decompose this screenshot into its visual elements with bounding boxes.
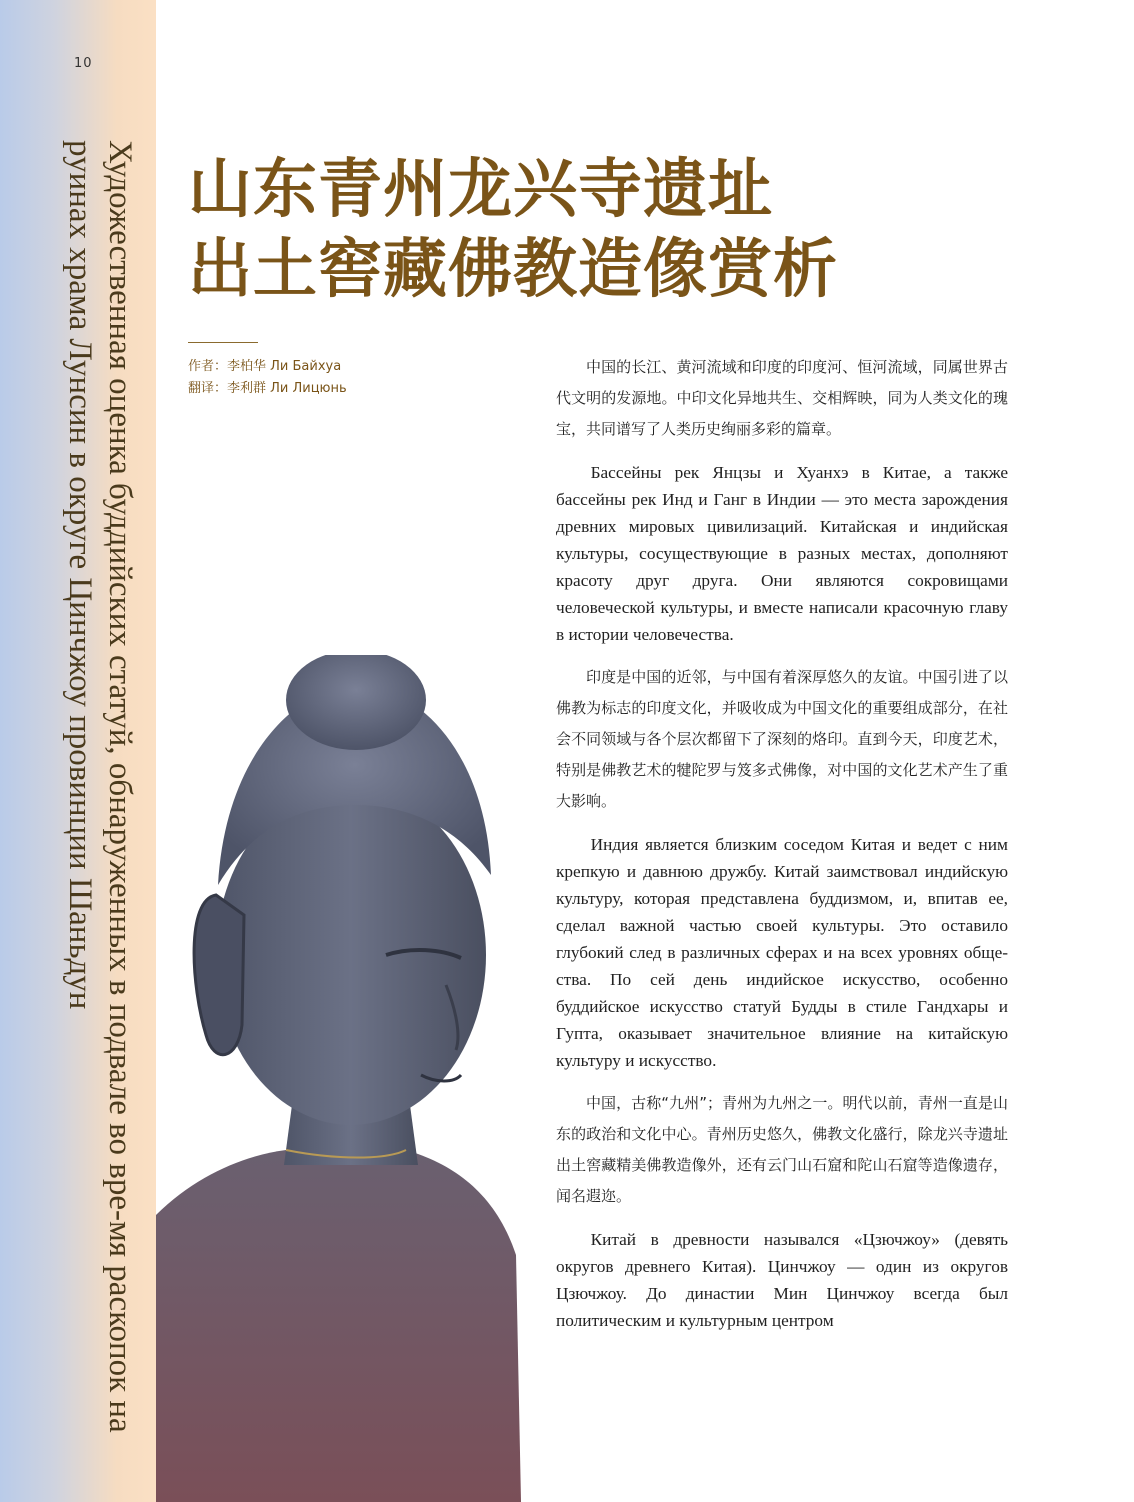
article-body (556, 352, 1008, 1334)
translator-credit: 翻译：李利群 Ли Лицюнь (188, 381, 347, 396)
paragraph-zh-1: 中国的长江、黄河流域和印度的印度河、恒河流域，同属世界古代文明的发源地。中印文化异地共生、交相辉映，同为人类文化的瑰宝，共同谱写了人类历史绚丽多彩的篇章。 (556, 358, 1008, 438)
title-line-1: 山东青州龙兴寺遗址 (188, 152, 773, 227)
byline-divider (188, 342, 258, 343)
paragraph-ru-1: Бассейны рек Янцзы и Хуанхэ в Китае, а также бассейны рек Инд и Ганг в Индии — это места зарождения древних мировых цивилизаций. Китайская и индийская культуры, сосуществующие в разных местах, дополняют красоту друг друга. Они являются сокровищами человеческой культуры, и вместе написали красочную главу в истории человечества. (556, 463, 1008, 644)
page-title (188, 150, 1088, 310)
paragraph-ru-2: Индия является близким соседом Китая и ведет с ним крепкую и давнюю дружбу. Китай заимствовал индийскую культуру, которая представлена буддизмом, и, впитав ее, сделал важной частью своей культуры. Это оставило глубокий след в различных сферах и на всех уровнях общества. По сей день индийское искусство, особенно буддийское искусство статуй Будды в стиле Гандхары и Гупта, оказывает значительное влияние на китайскую культуру и искусство. (556, 835, 1008, 1070)
side-title-russian: Художественная оценка буддийских статуй, обнаруженных в подвале во вре-мя раскопок на руинах храма Лунсин в округе Цинчжоу провинции Шаньдун (62, 140, 138, 1433)
paragraph-zh-3: 中国，古称“九州”；青州为九州之一。明代以前，青州一直是山东的政治和文化中心。青州历史悠久，佛教文化盛行，除龙兴寺遗址出土窖藏精美佛教造像外，还有云门山石窟和陀山石窟等造像遗存，闻名遐迩。 (556, 1094, 1008, 1205)
page-number: 10 (74, 56, 93, 71)
title-line-2: 出土窖藏佛教造像赏析 (188, 232, 838, 307)
paragraph-zh-2: 印度是中国的近邻，与中国有着深厚悠久的友谊。中国引进了以佛教为标志的印度文化，并吸收成为中国文化的重要组成部分，在社会不同领域与各个层次都留下了深刻的烙印。直到今天，印度艺术，特别是佛教艺术的犍陀罗与笈多式佛像，对中国的文化艺术产生了重大影响。 (556, 668, 1008, 810)
buddha-statue-photo (156, 655, 536, 1502)
author-credit: 作者：李柏华 Ли Байхуа (188, 359, 342, 374)
byline (188, 356, 347, 400)
paragraph-ru-3: Китай в древности назывался «Цзючжоу» (девять округов древнего Китая). Цинчжоу — один из округов Цзючжоу. До династии Мин Цинчжоу всегда был политическим и культурным центром (556, 1230, 1008, 1330)
